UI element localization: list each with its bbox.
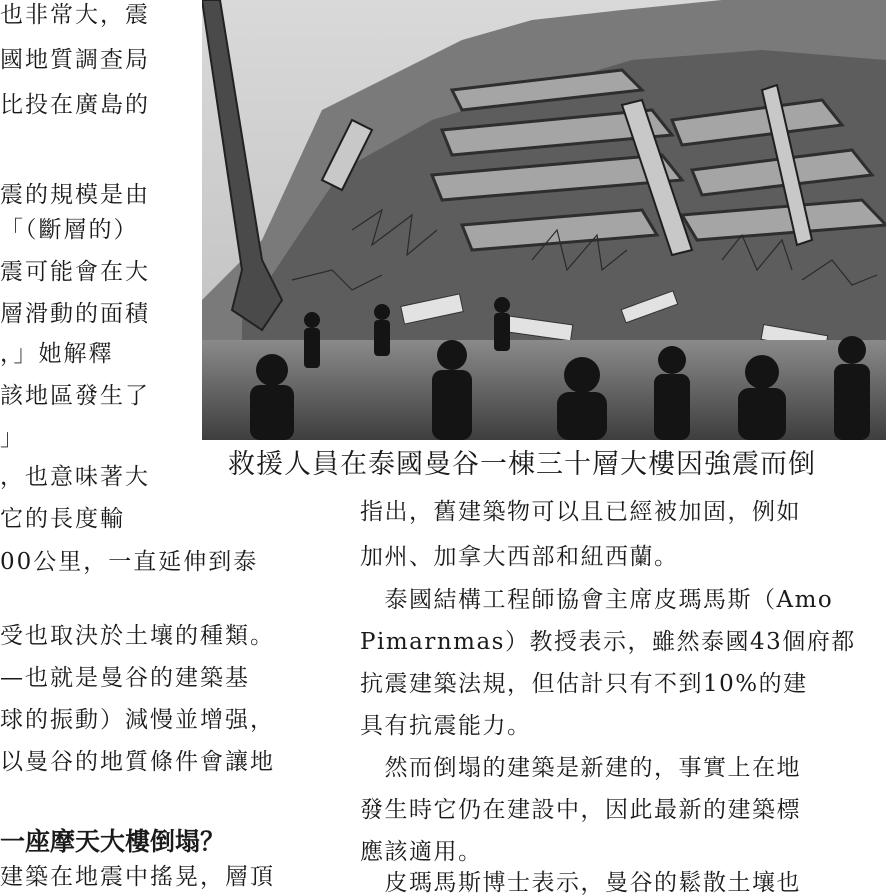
text-line: 震的規模是由 [0, 182, 150, 208]
section-heading: 一座摩天大樓倒塌？ [0, 827, 226, 856]
collapsed-building-photo [202, 0, 886, 440]
text-line: 「（斷層的） [0, 217, 139, 243]
text-line: 震可能會在大 [0, 259, 150, 285]
text-line: 應該適用。 [360, 839, 483, 865]
text-line: 皮瑪馬斯博士表示，曼谷的鬆散土壤也 [360, 870, 801, 896]
text-line: 也非常大，震 [0, 2, 150, 28]
text-line: 發生時它仍在建設中，因此最新的建築標 [360, 797, 801, 823]
text-line: 指出，舊建築物可以且已經被加固，例如 [360, 499, 801, 525]
text-line: —也就是曼谷的建築基 [0, 665, 250, 691]
photo-caption: 救援人員在泰國曼谷一棟三十層大樓因強震而倒 [228, 449, 816, 480]
text-line: 然而倒塌的建築是新建的，事實上在地 [360, 755, 801, 781]
text-line: 泰國結構工程師協會主席皮瑪馬斯（Amo [360, 587, 834, 613]
text-line: 具有抗震能力。 [360, 713, 532, 739]
text-line: 加州、加拿大西部和紐西蘭。 [360, 544, 679, 570]
text-line: ，」她解釋 [0, 341, 114, 367]
text-line: 球的振動）減慢並增强， [0, 707, 275, 733]
text-line: 建築在地震中搖晃，層頂 [0, 864, 275, 890]
text-line: Pimarnmas）教授表示，雖然泰國43個府都 [360, 629, 856, 655]
text-line: 以曼谷的地質條件會讓地 [0, 749, 275, 775]
text-line: 它的長度輸 [0, 506, 125, 532]
text-line: 國地質調查局 [0, 47, 150, 73]
rubble-illustration [202, 0, 886, 440]
text-line: 比投在廣島的 [0, 92, 150, 118]
text-line: 層滑動的面積 [0, 301, 150, 327]
text-line: 00公里，一直延伸到泰 [0, 549, 259, 575]
text-line: 該地區發生了 [0, 383, 150, 409]
text-line: 抗震建築法規，但估計只有不到10%的建 [360, 671, 808, 697]
text-line: ，也意味著大 [0, 464, 150, 490]
text-line: 受也取決於土壤的種類。 [0, 623, 275, 649]
text-line: 」 [0, 425, 25, 451]
